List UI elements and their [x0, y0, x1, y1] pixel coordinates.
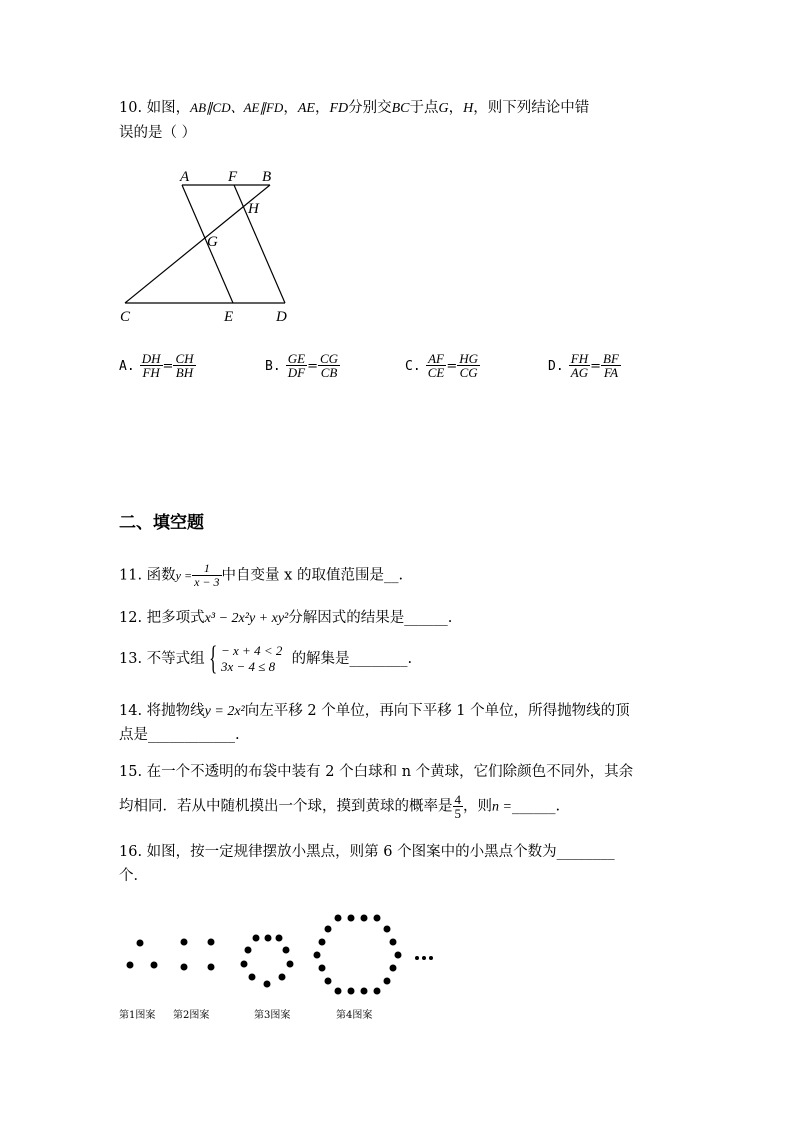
pattern-4 — [314, 915, 402, 995]
q15-den: 5 — [454, 806, 461, 821]
option-b-left-fraction — [286, 352, 307, 379]
q15-line2 — [119, 793, 560, 820]
q14-line2: 点是____________. — [119, 727, 240, 743]
label-h: H — [248, 201, 259, 217]
option-b-den-l: DF — [287, 365, 306, 380]
q14-post: 向左平移 2 个单位，再向下平移 1 个单位，所得抛物线的顶 — [244, 703, 630, 719]
option-c-num-l: AF — [428, 351, 444, 366]
q12 — [119, 608, 452, 629]
label-g: G — [207, 234, 218, 250]
caption-pattern-4: 第4图案 — [336, 1010, 373, 1021]
option-a-left-fraction — [140, 352, 163, 379]
q16-line1: 16. 如图，按一定规律摆放小黑点，则第 6 个图案中的小黑点个数为________ — [119, 844, 615, 860]
option-c-den-r: CG — [457, 365, 480, 379]
q13-row2: 3x − 4 ≤ 8 — [221, 659, 276, 674]
q10-number: 10. 如图， — [119, 100, 191, 116]
option-b-den-r: CB — [318, 365, 340, 379]
option-d-letter: D. — [548, 359, 564, 374]
option-b-num-r: CG — [320, 351, 339, 366]
option-a-den-l: FH — [140, 365, 163, 379]
q12-post: 分解因式的结果是______. — [288, 610, 453, 626]
q13-system — [221, 643, 282, 675]
ellipsis-dots — [415, 956, 433, 960]
q15-n-eq: n = — [492, 799, 512, 815]
caption-pattern-3: 第3图案 — [254, 1010, 291, 1021]
q14-expr: y = 2x² — [204, 704, 245, 719]
q10-text2: 于点 — [409, 100, 439, 116]
option-d-num-l: FH — [570, 351, 589, 366]
option-d-den-l: AG — [570, 365, 589, 380]
option-b-right-fraction — [318, 352, 340, 379]
pattern-2 — [181, 939, 215, 971]
q11-pre: 11. 函数 — [119, 567, 176, 584]
q10-g: G — [438, 101, 449, 116]
option-c[interactable] — [405, 352, 480, 379]
segment-fd — [234, 185, 285, 303]
option-a-letter: A. — [119, 359, 135, 374]
q13 — [119, 642, 412, 676]
q15-num: 4 — [454, 792, 461, 807]
q13-brace: { — [208, 640, 217, 677]
q11-den: x − 3 — [194, 575, 220, 589]
q10-condition: AB∥CD、AE∥FD — [190, 100, 284, 115]
option-b[interactable] — [265, 352, 340, 379]
q10-ae: AE — [297, 101, 315, 116]
option-b-num-l: GE — [287, 351, 306, 366]
q10-comma: ， — [283, 100, 298, 116]
q11 — [119, 562, 403, 589]
option-d-den-r: FA — [601, 365, 621, 379]
q15-mid: ，则 — [463, 798, 492, 815]
option-a-eq: = — [162, 359, 174, 374]
option-a-right-fraction — [173, 352, 195, 379]
q10-text: 分别交 — [348, 100, 392, 116]
q13-pre: 13. 不等式组 — [119, 651, 205, 667]
q11-post: 中自变量 x 的取值范围是__. — [221, 567, 404, 584]
option-a-num-r: CH — [175, 351, 194, 366]
q11-num: 1 — [203, 561, 210, 575]
q11-y: y = — [175, 568, 193, 583]
caption-pattern-1: 第1图案 — [119, 1010, 156, 1021]
option-d-right-fraction — [601, 352, 621, 379]
q14-pre: 14. 将抛物线 — [119, 703, 205, 719]
label-f: F — [228, 169, 238, 185]
label-b: B — [262, 169, 272, 185]
caption-pattern-2: 第2图案 — [173, 1010, 210, 1021]
q15-post: ______. — [511, 798, 561, 815]
q11-fraction — [192, 562, 221, 589]
q10-h: H — [463, 101, 474, 116]
q16-line2: 个． — [119, 868, 148, 884]
option-c-right-fraction — [457, 352, 480, 379]
option-d-num-r: BF — [603, 351, 619, 366]
option-a-num-l: DH — [141, 351, 161, 366]
option-d-eq: = — [590, 359, 601, 374]
q15-pre: 均相同．若从中随机摸出一个球，摸到黄球的概率是 — [119, 798, 453, 815]
label-d: D — [276, 309, 287, 325]
q15-fraction — [453, 793, 464, 820]
option-c-num-r: HG — [459, 351, 479, 366]
q10-sep: ， — [314, 100, 330, 116]
q10-bc: BC — [391, 101, 410, 116]
option-b-letter: B. — [265, 359, 281, 374]
option-b-eq: = — [307, 359, 318, 374]
q13-post: 的解集是________. — [291, 651, 413, 667]
label-c: C — [120, 309, 131, 325]
option-a-den-r: BH — [173, 365, 195, 379]
option-c-letter: C. — [405, 359, 421, 374]
q10-comma2: ， — [448, 100, 464, 116]
dot-patterns — [118, 905, 448, 1005]
option-a[interactable] — [119, 352, 196, 379]
option-c-den-l: CE — [427, 365, 445, 380]
q10-line1 — [119, 98, 589, 119]
label-a: A — [180, 169, 190, 185]
q15-line1: 15. 在一个不透明的布袋中装有 2 个白球和 n 个黄球，它们除颜色不同外，其余 — [119, 764, 634, 780]
q13-row1: − x + 4 < 2 — [221, 643, 283, 658]
pattern-1 — [127, 940, 158, 969]
q12-pre: 12. 把多项式 — [119, 610, 205, 626]
option-d[interactable] — [548, 352, 621, 379]
q10-end: ，则下列结论中错 — [473, 100, 590, 116]
q14-line1 — [119, 701, 630, 722]
label-e: E — [224, 309, 234, 325]
option-d-left-fraction — [569, 352, 590, 379]
q10-fd: FD — [329, 101, 349, 116]
section-title: 二、填空题 — [119, 513, 204, 533]
parallelogram-figure — [110, 165, 310, 330]
q12-expr: x³ − 2x²y + xy² — [204, 611, 289, 626]
option-c-eq: = — [446, 359, 458, 374]
q10-line2: 误的是（ ） — [119, 125, 197, 141]
pattern-3 — [241, 935, 294, 988]
option-c-left-fraction — [426, 352, 447, 379]
